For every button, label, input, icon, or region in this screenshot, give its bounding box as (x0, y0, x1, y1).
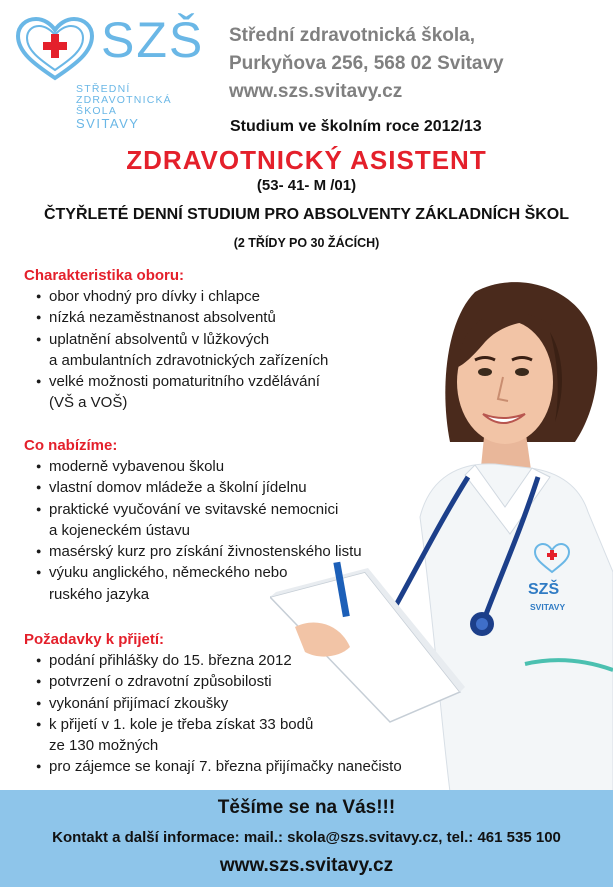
logo-sub-line: ŠKOLA (76, 105, 118, 117)
bullet-list (24, 456, 362, 605)
footer-contact[interactable]: Kontakt a další informace: mail.: skola@szs.svitavy.cz, tel.: 461 535 100 (52, 829, 561, 846)
list-item: a ambulantních zdravotnických zařízeních (49, 351, 329, 369)
heart-cross-logo-icon (14, 16, 96, 82)
list-item: ● vlastní domov mládeže a školní jídelnu (24, 477, 362, 498)
footer-greeting: Těšíme se na Vás!!! (217, 797, 396, 818)
school-name: Střední zdravotnická škola, (229, 25, 476, 46)
list-item: ● velké možnosti pomaturitního vzdělávání (24, 371, 328, 392)
page-title: ZDRAVOTNICKÝ ASISTENT (126, 145, 487, 175)
section-heading: Charakteristika oboru: (24, 267, 185, 284)
logo-sub-line: SVITAVY (76, 116, 140, 131)
logo-subtitle (76, 84, 172, 130)
list-item: ● k přijetí v 1. kole je třeba získat 33 bodů (24, 714, 402, 735)
bullet-list (24, 286, 328, 414)
school-info (229, 22, 504, 106)
list-item: ● praktické vyučování ve svitavské nemocnici (24, 499, 362, 520)
school-web[interactable]: www.szs.svitavy.cz (229, 81, 403, 102)
badge-abbreviation: SZŠ (528, 581, 560, 598)
list-item: a kojeneckém ústavu (49, 521, 190, 539)
section-characteristics (24, 266, 328, 414)
footer-web-link[interactable]: www.szs.svitavy.cz (219, 855, 394, 876)
list-item: (VŠ a VOŠ) (49, 394, 128, 412)
study-type: ČTYŘLETÉ DENNÍ STUDIUM PRO ABSOLVENTY ZÁKLADNÍCH ŠKOL (43, 206, 570, 223)
study-year: Studium ve školním roce 2012/13 (230, 118, 482, 135)
list-item: ze 130 možných (49, 737, 159, 755)
logo-abbreviation: SZŠ (101, 12, 205, 68)
list-item: ● pro zájemce se konají 7. března přijímačky nanečisto (24, 756, 402, 777)
section-heading: Požadavky k přijetí: (24, 631, 165, 648)
list-item: ● podání přihlášky do 15. března 2012 (24, 650, 402, 671)
bullet-list (24, 650, 402, 778)
section-heading: Co nabízíme: (24, 437, 118, 454)
list-item: ● vykonání přijímací zkoušky (24, 693, 402, 714)
section-requirements (24, 630, 402, 778)
list-item: ● nízká nezaměstnanost absolventů (24, 307, 328, 328)
list-item: ● obor vhodný pro dívky i chlapce (24, 286, 328, 307)
list-item: ● moderně vybavenou školu (24, 456, 362, 477)
logo-sub-line: STŘEDNÍ (76, 83, 131, 95)
class-info: (2 TŘÍDY PO 30 ŽÁCÍCH) (233, 236, 380, 250)
list-item: ● výuku anglického, německého nebo (24, 562, 362, 583)
school-address: Purkyňova 256, 568 02 Svitavy (229, 53, 504, 74)
program-code: (53- 41- M /01) (256, 177, 357, 194)
list-item: ● potvrzení o zdravotní způsobilosti (24, 671, 402, 692)
logo-sub-line: ZDRAVOTNICKÁ (76, 94, 172, 106)
list-item: ● uplatnění absolventů v lůžkových (24, 329, 328, 350)
list-item: ruského jazyka (49, 585, 150, 603)
list-item: ● masérský kurz pro získání živnostenského listu (24, 541, 362, 562)
section-offer (24, 436, 362, 605)
badge-city: SVITAVY (530, 602, 566, 612)
